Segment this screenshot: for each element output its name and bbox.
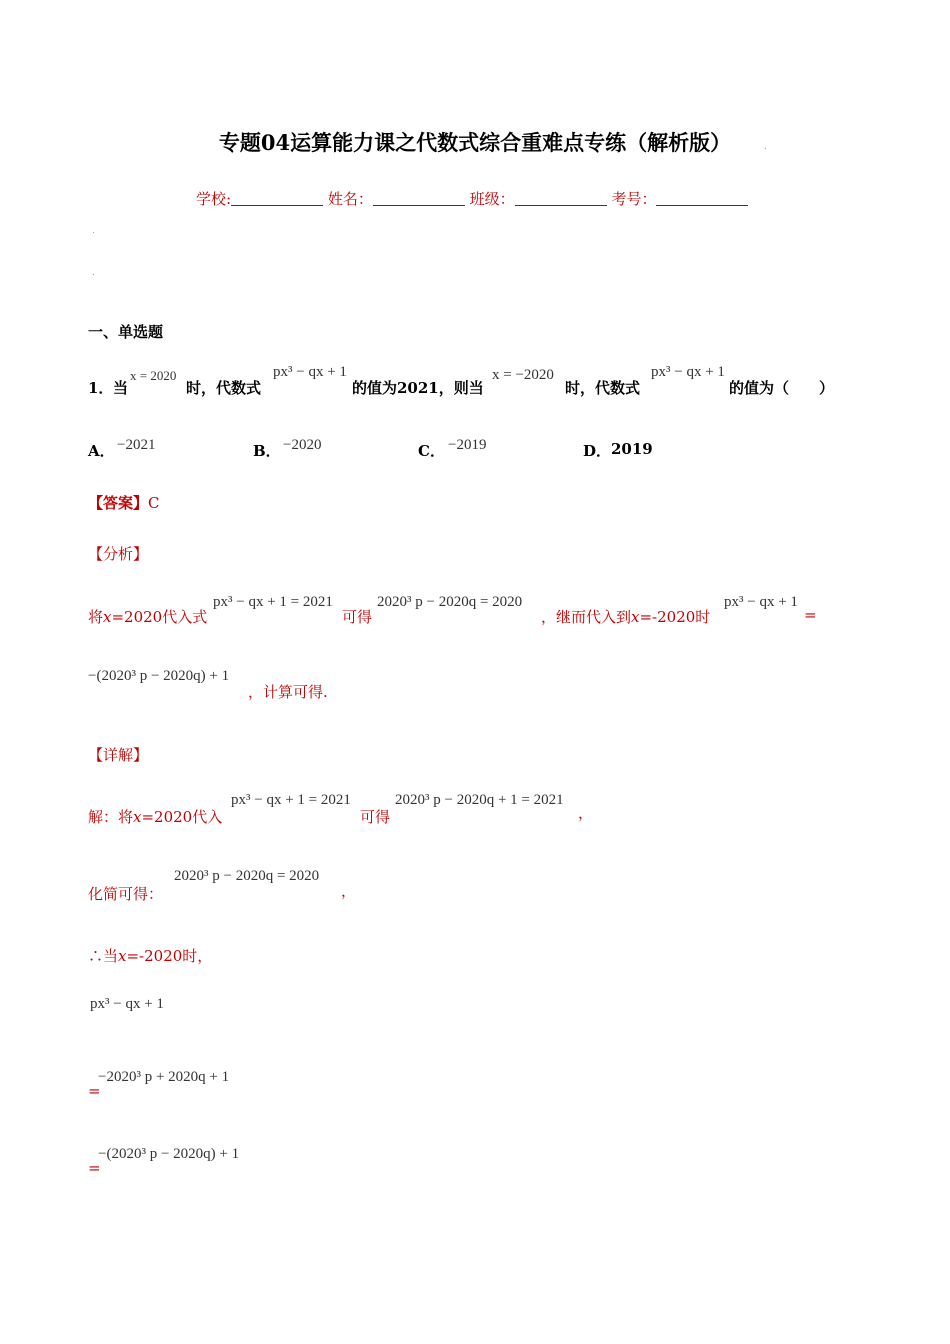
question-number: 1． xyxy=(88,379,114,397)
option-c-label: C． xyxy=(418,442,445,460)
option-c-value: −2019 xyxy=(448,437,487,453)
analysis-text-part: =-2020时 xyxy=(639,608,711,626)
paragraph-mark: . xyxy=(92,226,95,236)
variable-x: x xyxy=(133,808,142,826)
exam-number-field[interactable] xyxy=(656,191,748,206)
analysis-text-part: ，继而代入到 xyxy=(541,608,632,626)
question-math-1: x = 2020 xyxy=(130,368,177,383)
detail-math-4: px³ − qx + 1 xyxy=(90,996,164,1012)
detail-math-1: px³ − qx + 1 = 2021 xyxy=(231,792,351,808)
detail-text-part: ， xyxy=(341,882,357,900)
analysis-math-1: px³ − qx + 1 = 2021 xyxy=(213,594,333,610)
exam-number-label: 考号： xyxy=(611,190,657,208)
option-b-value: −2020 xyxy=(283,437,322,453)
analysis-text xyxy=(541,606,710,627)
answer-label: 【答案】 xyxy=(88,494,149,512)
analysis-text-part: 将 xyxy=(88,608,104,626)
detail-text-part: 化简可得： xyxy=(88,885,164,903)
analysis-text-part: 可得 xyxy=(342,608,373,626)
student-info-line xyxy=(196,188,748,209)
analysis-math-3: px³ − qx + 1 xyxy=(724,594,798,610)
option-a-value: −2021 xyxy=(117,437,156,453)
equals-sign: = xyxy=(88,1082,101,1100)
answer-line xyxy=(88,492,160,513)
question-text: 的值为2021，则当 xyxy=(352,379,484,397)
question-math-4: px³ − qx + 1 xyxy=(651,364,725,380)
detail-math-3: 2020³ p − 2020q = 2020 xyxy=(174,868,320,884)
page-title: 专题04运算能力课之代数式综合重难点专练（解析版） xyxy=(218,130,732,155)
analysis-label: 【分析】 xyxy=(88,545,149,563)
detail-text xyxy=(88,945,212,966)
question-text: 的值为（ ） xyxy=(729,379,835,397)
analysis-math-2: 2020³ p − 2020q = 2020 xyxy=(377,594,523,610)
detail-text-part: =-2020时， xyxy=(126,947,213,965)
equals-sign: = xyxy=(88,1159,101,1177)
analysis-text xyxy=(88,606,207,627)
detail-text-part: ， xyxy=(578,804,594,822)
paragraph-mark: . xyxy=(92,268,95,278)
question-text: 时，代数式 xyxy=(186,379,262,397)
analysis-text-part: =2020代入式 xyxy=(111,608,208,626)
variable-x: x xyxy=(118,947,127,965)
option-d-value: 2019 xyxy=(611,440,653,458)
analysis-math-4: −(2020³ p − 2020q) + 1 xyxy=(88,668,230,684)
name-label: 姓名： xyxy=(327,190,373,208)
detail-text-part: ∴当 xyxy=(88,947,119,965)
detail-label: 【详解】 xyxy=(88,746,149,764)
detail-math-6: −(2020³ p − 2020q) + 1 xyxy=(98,1146,240,1162)
section-heading: 一、单选题 xyxy=(88,323,164,341)
school-field[interactable] xyxy=(231,191,323,206)
question-text: 当 xyxy=(113,379,129,397)
detail-text-part: 解：将 xyxy=(88,808,134,826)
school-label: 学校: xyxy=(196,190,232,208)
option-d-label: D． xyxy=(583,442,612,460)
detail-math-5: −2020³ p + 2020q + 1 xyxy=(98,1069,230,1085)
name-field[interactable] xyxy=(373,191,465,206)
option-a-label: A． xyxy=(88,442,115,460)
class-label: 班级： xyxy=(469,190,515,208)
analysis-text-part: ，计算可得. xyxy=(248,683,328,701)
analysis-text-part: = xyxy=(804,606,817,624)
variable-x: x xyxy=(631,608,640,626)
question-text: 时，代数式 xyxy=(565,379,641,397)
paragraph-mark: . xyxy=(764,142,767,152)
variable-x: x xyxy=(103,608,112,626)
detail-math-2: 2020³ p − 2020q + 1 = 2021 xyxy=(395,792,564,808)
question-math-3: x = −2020 xyxy=(492,367,554,383)
question-math-2: px³ − qx + 1 xyxy=(273,364,347,380)
class-field[interactable] xyxy=(515,191,607,206)
detail-text-part: =2020代入 xyxy=(141,808,223,826)
answer-value: C xyxy=(148,494,160,512)
option-b-label: B． xyxy=(253,442,281,460)
detail-text xyxy=(88,806,222,827)
detail-text-part: 可得 xyxy=(360,808,391,826)
